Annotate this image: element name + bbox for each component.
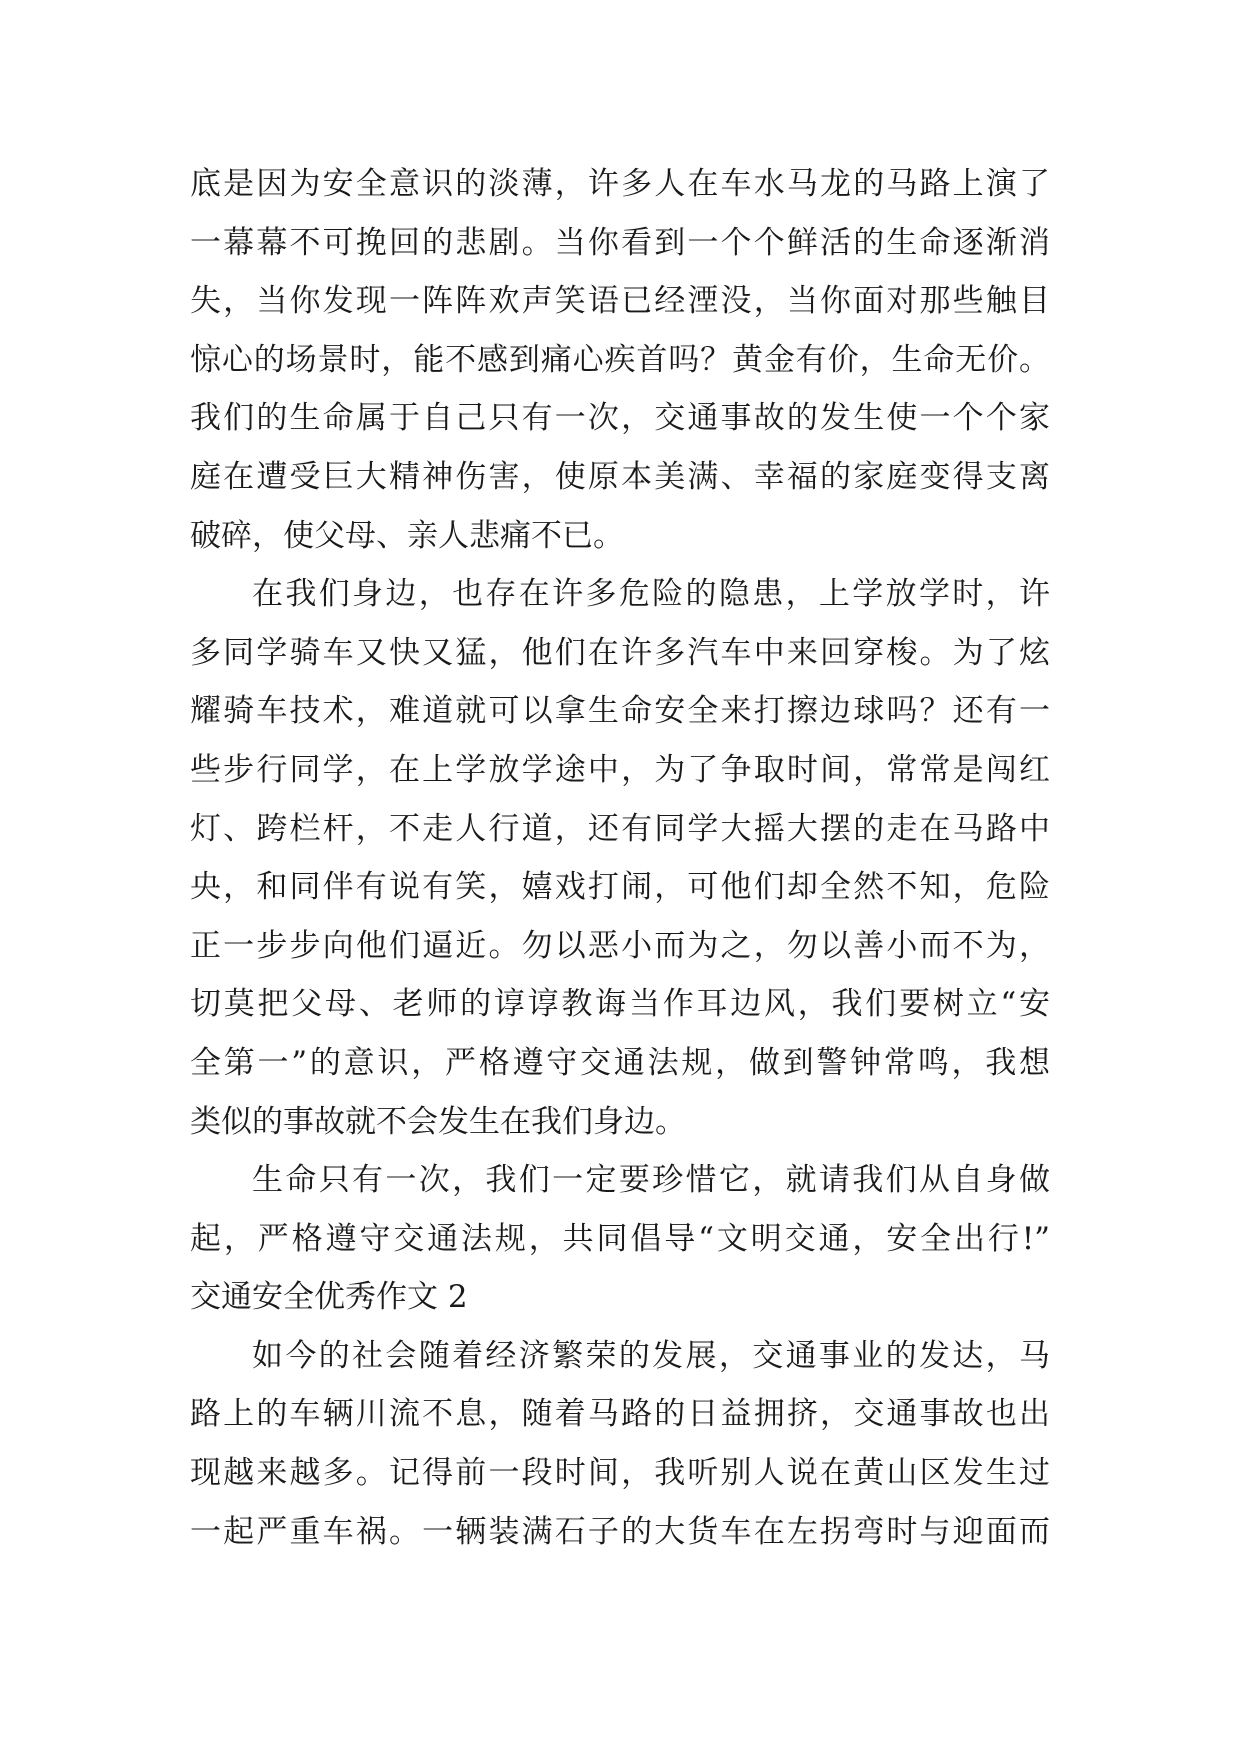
text-line: 些步行同学，在上学放学途中，为了争取时间，常常是闯红 <box>190 751 1050 788</box>
text-line: 一起严重车祸。一辆装满石子的大货车在左拐弯时与迎面而 <box>190 1513 1050 1550</box>
text-line: 失，当你发现一阵阵欢声笑语已经湮没，当你面对那些触目 <box>190 283 1050 320</box>
text-line: 破碎，使父母、亲人悲痛不已。 <box>190 517 624 554</box>
text-line: 庭在遭受巨大精神伤害，使原本美满、幸福的家庭变得支离 <box>190 458 1050 495</box>
text-line: 类似的事故就不会发生在我们身边。 <box>190 1103 686 1140</box>
text-line: 路上的车辆川流不息，随着马路的日益拥挤，交通事故也出 <box>190 1396 1050 1433</box>
text-line: 全第一”的意识，严格遵守交通法规，做到警钟常鸣，我想 <box>190 1044 1050 1081</box>
text-line: 正一步步向他们逼近。勿以恶小而为之，勿以善小而不为， <box>190 927 1050 964</box>
document-body <box>190 155 1050 1561</box>
text-line: 央，和同伴有说有笑，嬉戏打闹，可他们却全然不知，危险 <box>190 869 1050 906</box>
text-line: 多同学骑车又快又猛，他们在许多汽车中来回穿梭。为了炫 <box>190 634 1050 671</box>
text-line: 灯、跨栏杆，不走人行道，还有同学大摇大摆的走在马路中 <box>190 810 1050 847</box>
text-line: 惊心的场景时，能不感到痛心疾首吗？黄金有价，生命无价。 <box>190 341 1050 378</box>
text-line: 切莫把父母、老师的谆谆教诲当作耳边风，我们要树立“安 <box>190 986 1050 1023</box>
text-line: 交通安全优秀作文 2 <box>190 1279 468 1316</box>
text-line: 生命只有一次，我们一定要珍惜它，就请我们从自身做 <box>252 1162 1050 1199</box>
text-line: 在我们身边，也存在许多危险的隐患，上学放学时，许 <box>252 576 1050 613</box>
text-line: 我们的生命属于自己只有一次，交通事故的发生使一个个家 <box>190 400 1050 437</box>
text-line: 底是因为安全意识的淡薄，许多人在车水马龙的马路上演了 <box>190 166 1050 202</box>
text-line: 现越来越多。记得前一段时间，我听别人说在黄山区发生过 <box>190 1455 1050 1492</box>
text-line: 耀骑车技术，难道就可以拿生命安全来打擦边球吗？还有一 <box>190 693 1050 730</box>
text-line: 一幕幕不可挽回的悲剧。当你看到一个个鲜活的生命逐渐消 <box>190 224 1050 261</box>
text-line: 起，严格遵守交通法规，共同倡导“文明交通，安全出行!” <box>190 1220 1050 1257</box>
text-line: 如今的社会随着经济繁荣的发展，交通事业的发达，马 <box>252 1337 1050 1374</box>
